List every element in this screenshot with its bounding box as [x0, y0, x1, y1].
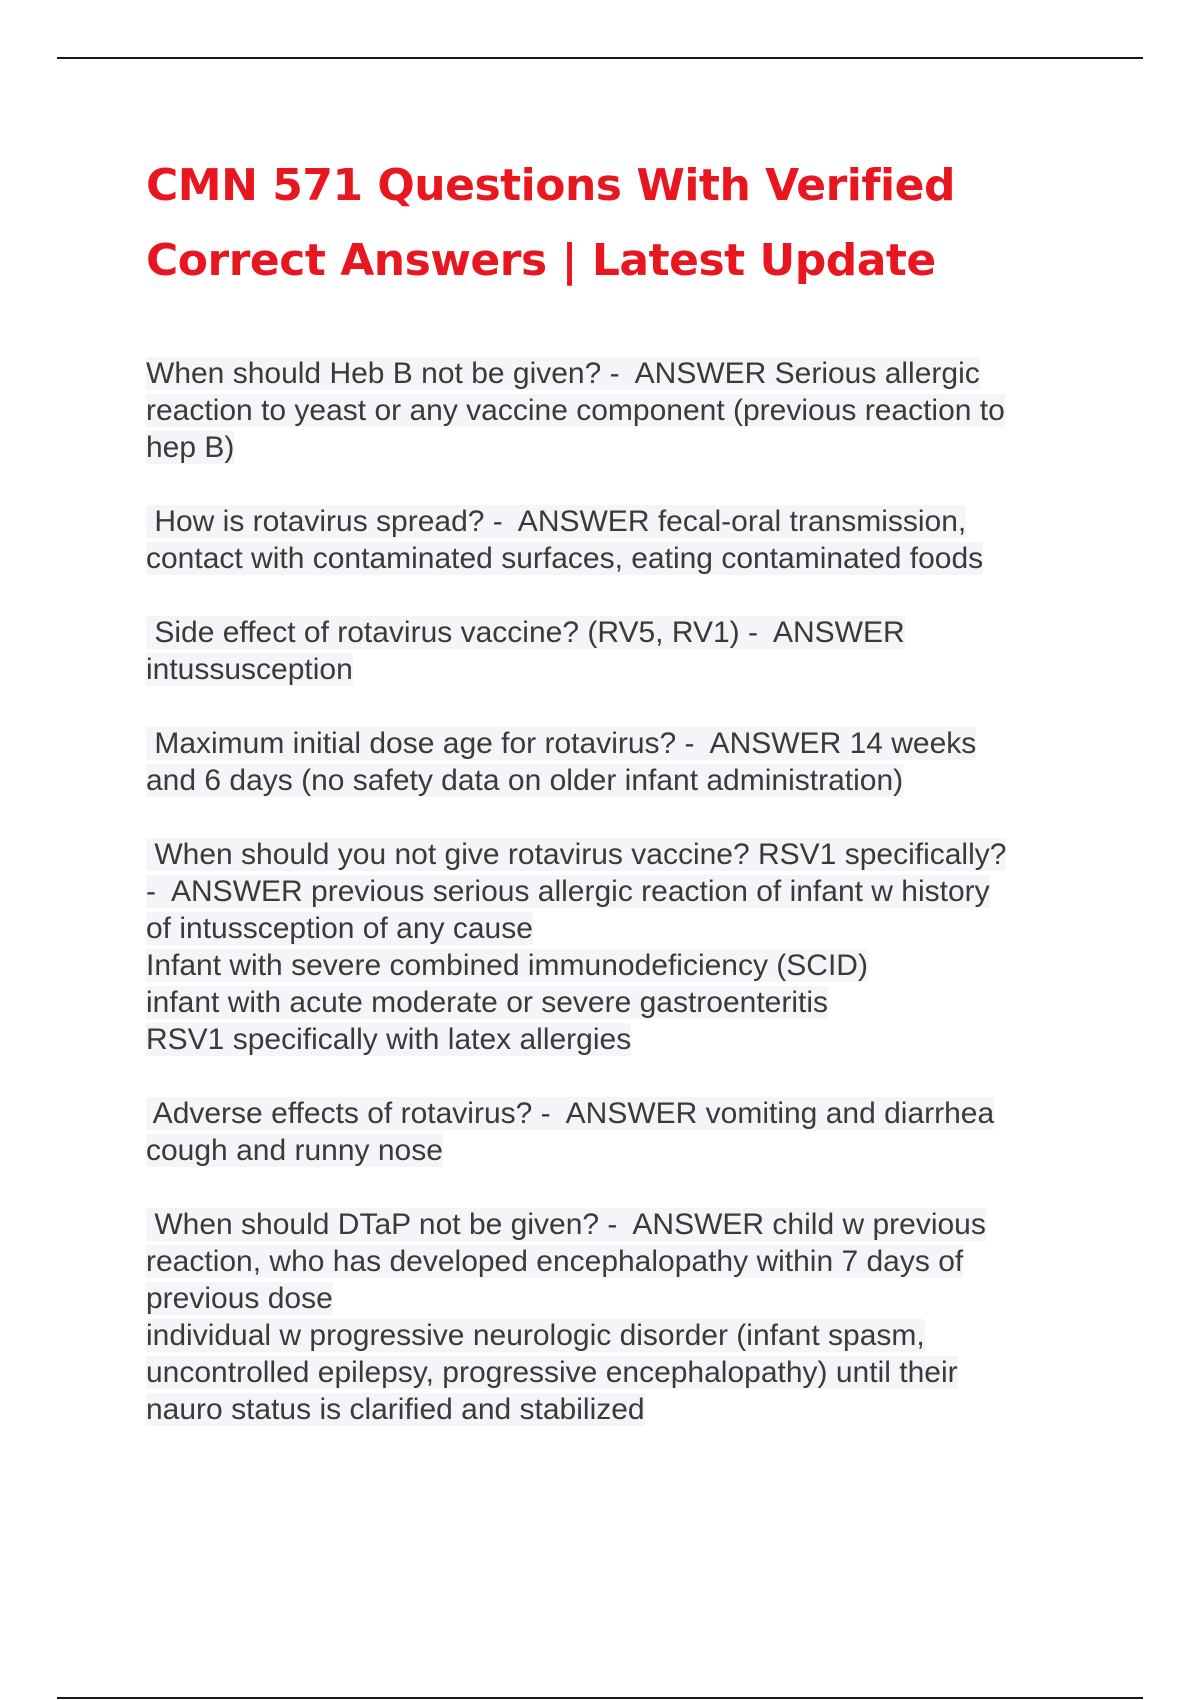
- qa-line: How is rotavirus spread? - ANSWER fecal-oral transmission,: [146, 505, 967, 538]
- qa-line: Maximum initial dose age for rotavirus? - ANSWER 14 weeks: [146, 727, 977, 760]
- qa-line: infant with acute moderate or severe gastroenteritis: [146, 986, 829, 1019]
- qa-item-rotavirus-max-age: [146, 725, 1096, 799]
- qa-line: nauro status is clarified and stabilized: [146, 1393, 645, 1426]
- qa-line: reaction, who has developed encephalopathy within 7 days of: [146, 1245, 964, 1278]
- qa-item-rotavirus-spread: [146, 503, 1096, 577]
- top-rule: [57, 57, 1143, 59]
- qa-item-rotavirus-adverse-effects: [146, 1095, 1096, 1169]
- qa-line: cough and runny nose: [146, 1134, 443, 1167]
- qa-line: hep B): [146, 431, 235, 464]
- qa-line: - ANSWER previous serious allergic reaction of infant w history: [146, 875, 990, 908]
- bottom-rule: [57, 1697, 1143, 1699]
- qa-line: previous dose: [146, 1282, 333, 1315]
- qa-item-rotavirus-side-effect: [146, 614, 1096, 688]
- qa-line: RSV1 specifically with latex allergies: [146, 1023, 632, 1056]
- qa-item-rotavirus-contraindications: [146, 836, 1096, 1058]
- qa-line: contact with contaminated surfaces, eating contaminated foods: [146, 542, 984, 575]
- qa-item-dtap: [146, 1206, 1096, 1428]
- qa-line: Infant with severe combined immunodeficiency (SCID): [146, 949, 868, 982]
- qa-list: [146, 355, 1096, 1465]
- qa-line: uncontrolled epilepsy, progressive encephalopathy) until their: [146, 1356, 958, 1389]
- title-line-1: CMN 571 Questions With Verified: [146, 160, 955, 211]
- qa-item-hep-b: [146, 355, 1096, 466]
- qa-line: intussusception: [146, 653, 353, 686]
- title-line-2: Correct Answers | Latest Update: [146, 235, 936, 286]
- qa-line: of intussception of any cause: [146, 912, 533, 945]
- qa-line: Side effect of rotavirus vaccine? (RV5, RV1) - ANSWER: [146, 616, 905, 649]
- qa-line: and 6 days (no safety data on older infant administration): [146, 764, 904, 797]
- qa-line: reaction to yeast or any vaccine component (previous reaction to: [146, 394, 1005, 427]
- qa-line: When should Heb B not be given? - ANSWER Serious allergic: [146, 357, 980, 390]
- qa-line: Adverse effects of rotavirus? - ANSWER vomiting and diarrhea: [146, 1097, 995, 1130]
- qa-line: individual w progressive neurologic disorder (infant spasm,: [146, 1319, 925, 1352]
- qa-line: When should you not give rotavirus vaccine? RSV1 specifically?: [146, 838, 1007, 871]
- qa-line: When should DTaP not be given? - ANSWER child w previous: [146, 1208, 986, 1241]
- document-title: [146, 148, 1106, 298]
